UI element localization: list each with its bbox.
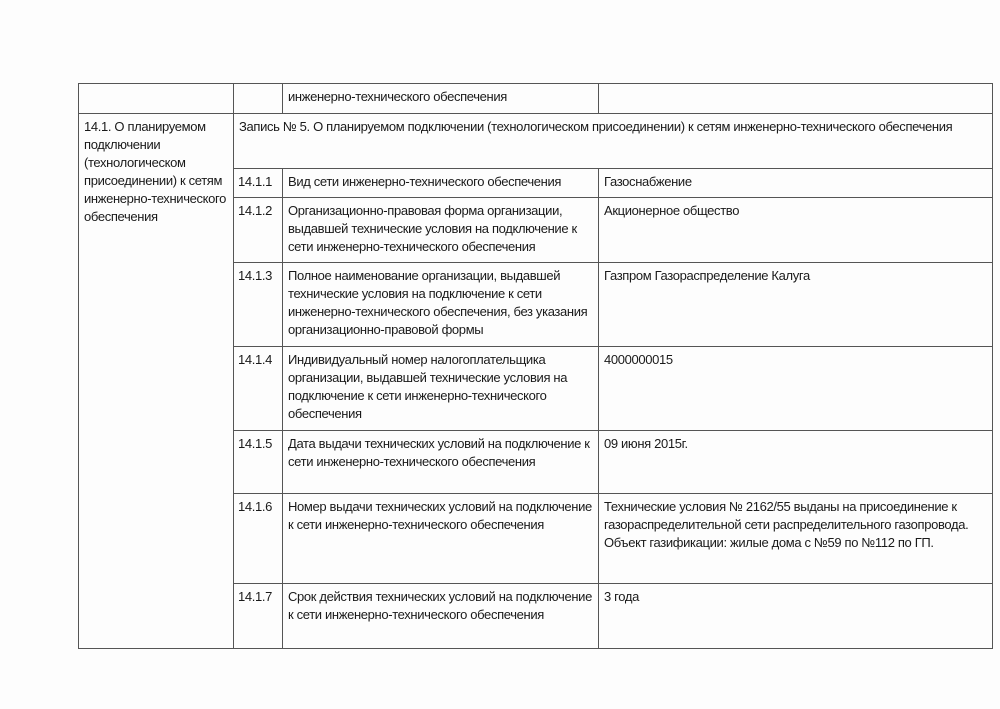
row-number: 14.1.6 [234, 494, 283, 584]
field-value: Акционерное общество [599, 198, 993, 263]
empty-cell [599, 84, 993, 114]
field-value: Газпром Газораспределение Калуга [599, 263, 993, 347]
section-label: 14.1. О планируемом подключении (технологическом присоединении) к сетям инженерно-технического обеспечения [79, 114, 234, 649]
document-table [78, 83, 993, 649]
row-number: 14.1.3 [234, 263, 283, 347]
tech-conditions-text: Технические условия № 2162/55 выданы на присоединение к газораспределительной сети распределительного газопровода. [604, 499, 969, 532]
row-number: 14.1.5 [234, 431, 283, 494]
row-number: 14.1.7 [234, 584, 283, 649]
row-number: 14.1.2 [234, 198, 283, 263]
field-label: Номер выдачи технических условий на подключение к сети инженерно-технического обеспечения [283, 494, 599, 584]
row-number: 14.1.4 [234, 347, 283, 431]
field-label: Вид сети инженерно-технического обеспечения [283, 169, 599, 198]
field-label: Дата выдачи технических условий на подключение к сети инженерно-технического обеспечения [283, 431, 599, 494]
table-row [79, 114, 993, 169]
field-value: 3 года [599, 584, 993, 649]
row-number: 14.1.1 [234, 169, 283, 198]
record-title: Запись № 5. О планируемом подключении (технологическом присоединении) к сетям инженерно-технического обеспечения [234, 114, 993, 169]
field-label: Индивидуальный номер налогоплательщика организации, выдавшей технические условия на подключение к сети инженерно-технического обеспечения [283, 347, 599, 431]
field-value: 4000000015 [599, 347, 993, 431]
field-value: 09 июня 2015г. [599, 431, 993, 494]
field-label: Срок действия технических условий на подключение к сети инженерно-технического обеспечения [283, 584, 599, 649]
gasification-object-text: Объект газификации: жилые дома с №59 по №112 по ГП. [604, 535, 934, 550]
field-label: Организационно-правовая форма организации, выдавшей технические условия на подключение к сети инженерно-технического обеспечения [283, 198, 599, 263]
empty-cell [234, 84, 283, 114]
field-value [599, 494, 993, 584]
continued-text: инженерно-технического обеспечения [283, 84, 599, 114]
empty-cell [79, 84, 234, 114]
field-value: Газоснабжение [599, 169, 993, 198]
table-row [79, 84, 993, 114]
field-label: Полное наименование организации, выдавшей технические условия на подключение к сети инженерно-технического обеспечения, без указания организационно-правовой формы [283, 263, 599, 347]
